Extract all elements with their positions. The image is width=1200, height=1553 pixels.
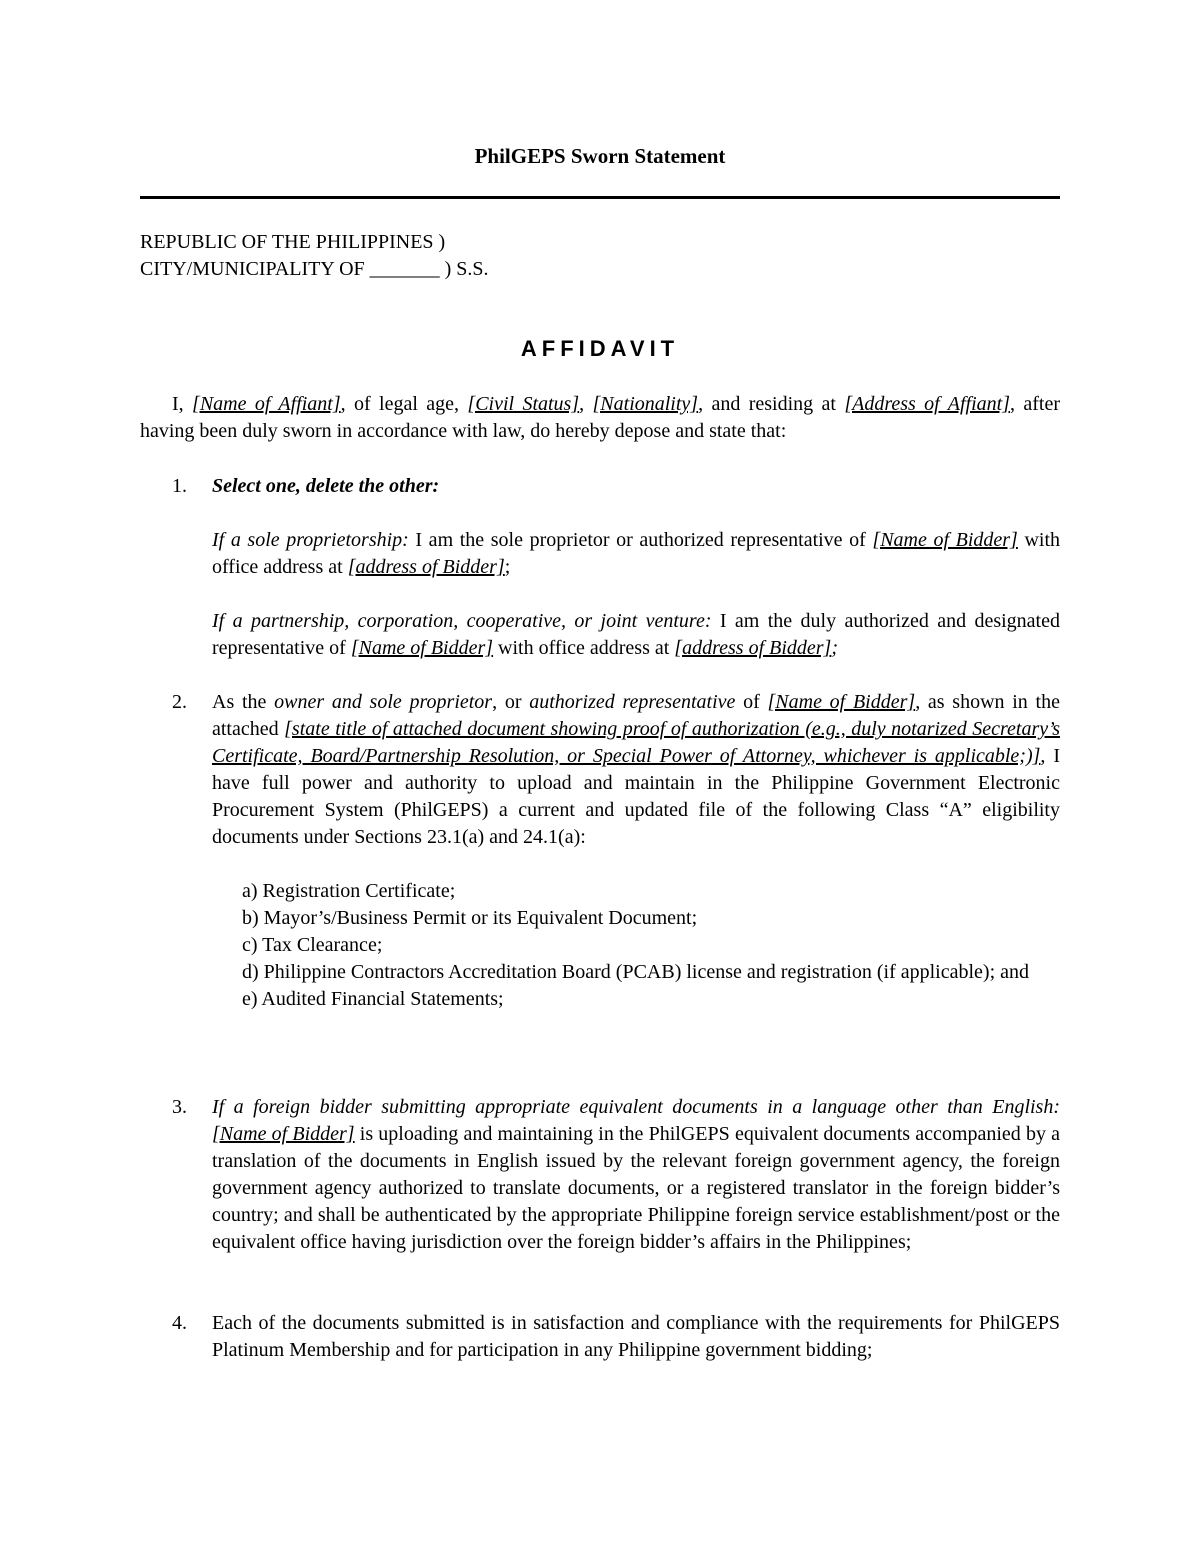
venue-block — [140, 229, 489, 283]
item-body — [212, 473, 1060, 662]
item-number: 4. — [172, 1312, 187, 1334]
eligibility-document: a) Registration Certificate; — [242, 880, 456, 902]
placeholder-name-of-affiant: [Name of Affiant] — [192, 393, 341, 415]
placeholder-name-of-bidder: [Name of Bidder] — [872, 529, 1018, 551]
list-item — [140, 1094, 1060, 1256]
eligibility-document: e) Audited Financial Statements; — [242, 988, 504, 1010]
authority-paragraph: As the owner and sole proprietor, or authorized representative of [Name of Bidder], as shown in the attached [state title of attached document showing proof of authorization (e.g., duly notarized Secretary’s Certificate, Board/Partnership Resolution, or Special Power of Attorney, whichever is applicable;)], I have full power and authority to upload and maintain in the Philippine Government Electronic Procurement System (PhilGEPS) a current and updated file of the following Class “A” eligibility documents under Sections 23.1(a) and 24.1(a): — [212, 691, 1061, 848]
placeholder-name-of-bidder: [Name of Bidder] — [350, 637, 494, 659]
sole-proprietorship-option: If a sole proprietorship: I am the sole proprietor or authorized representative of [Name of Bidder] with office address at [address of Bidder]; — [212, 529, 1060, 578]
item-body: Each of the documents submitted is in satisfaction and compliance with the requirements for PhilGEPS Platinum Membership and for participation in any Philippine government bidding; — [212, 1312, 1060, 1361]
list-item — [140, 473, 1060, 662]
placeholder-name-of-bidder: [Name of Bidder] — [212, 1123, 355, 1145]
placeholder-address-of-bidder: [address of Bidder] — [347, 556, 505, 578]
select-instruction: Select one, delete the other: — [212, 475, 440, 497]
eligibility-document: d) Philippine Contractors Accreditation Board (PCAB) license and registration (if applicable); and — [242, 961, 1030, 983]
list-item — [140, 689, 1060, 1013]
item-number: 1. — [172, 475, 187, 497]
partnership-option: If a partnership, corporation, cooperative, or joint venture: I am the duly authorized and designated representative of [Name of Bidder] with office address at [address of Bidder]; — [212, 610, 1060, 659]
list-item — [140, 1310, 1060, 1364]
item-number: 2. — [172, 691, 187, 713]
placeholder-proof-of-authorization: [state title of attached document showing proof of authorization (e.g., duly notarized Secretary’s Certificate, Board/Partnership Resolution, or Special Power of Attorney, whichever is applicable;)] — [212, 718, 1061, 767]
document-title: PhilGEPS Sworn Statement — [474, 144, 726, 168]
foreign-bidder-label: If a foreign bidder submitting appropriate equivalent documents in a language other than English: — [212, 1096, 1060, 1118]
placeholder-nationality: [Nationality] — [592, 393, 699, 415]
title-divider — [140, 196, 1060, 199]
eligibility-document: b) Mayor’s/Business Permit or its Equivalent Document; — [242, 907, 698, 929]
venue-city-line: CITY/MUNICIPALITY OF _______ ) S.S. — [140, 258, 489, 280]
eligibility-document: c) Tax Clearance; — [242, 934, 383, 956]
placeholder-address-of-bidder: [address of Bidder] — [674, 637, 832, 659]
placeholder-address-of-affiant: [Address of Affiant] — [844, 393, 1010, 415]
placeholder-name-of-bidder: [Name of Bidder] — [767, 691, 916, 713]
item-body — [212, 689, 1060, 1013]
intro-paragraph: I, [Name of Affiant], of legal age, [Civil Status], [Nationality], and residing at [Address of Affiant], after having been duly sworn in accordance with law, do hereby depose and state that: — [140, 393, 1060, 442]
eligibility-documents-list — [242, 878, 1060, 1013]
item-number: 3. — [172, 1096, 187, 1118]
affidavit-heading: AFFIDAVIT — [520, 336, 680, 361]
item-body: If a foreign bidder submitting appropriate equivalent documents in a language other than English: [Name of Bidder] is uploading and maintaining in the PhilGEPS equivalent documents accompanied by a translation of the documents in English issued by the relevant foreign government agency, the foreign government agency authorized to translate documents, or a registered translator in the foreign bidder’s country; and shall be authenticated by the appropriate Philippine foreign service establishment/post or the equivalent office having jurisdiction over the foreign bidder’s affairs in the Philippines; — [212, 1096, 1061, 1253]
venue-republic-line: REPUBLIC OF THE PHILIPPINES ) — [140, 231, 446, 253]
placeholder-civil-status: [Civil Status] — [467, 393, 580, 415]
